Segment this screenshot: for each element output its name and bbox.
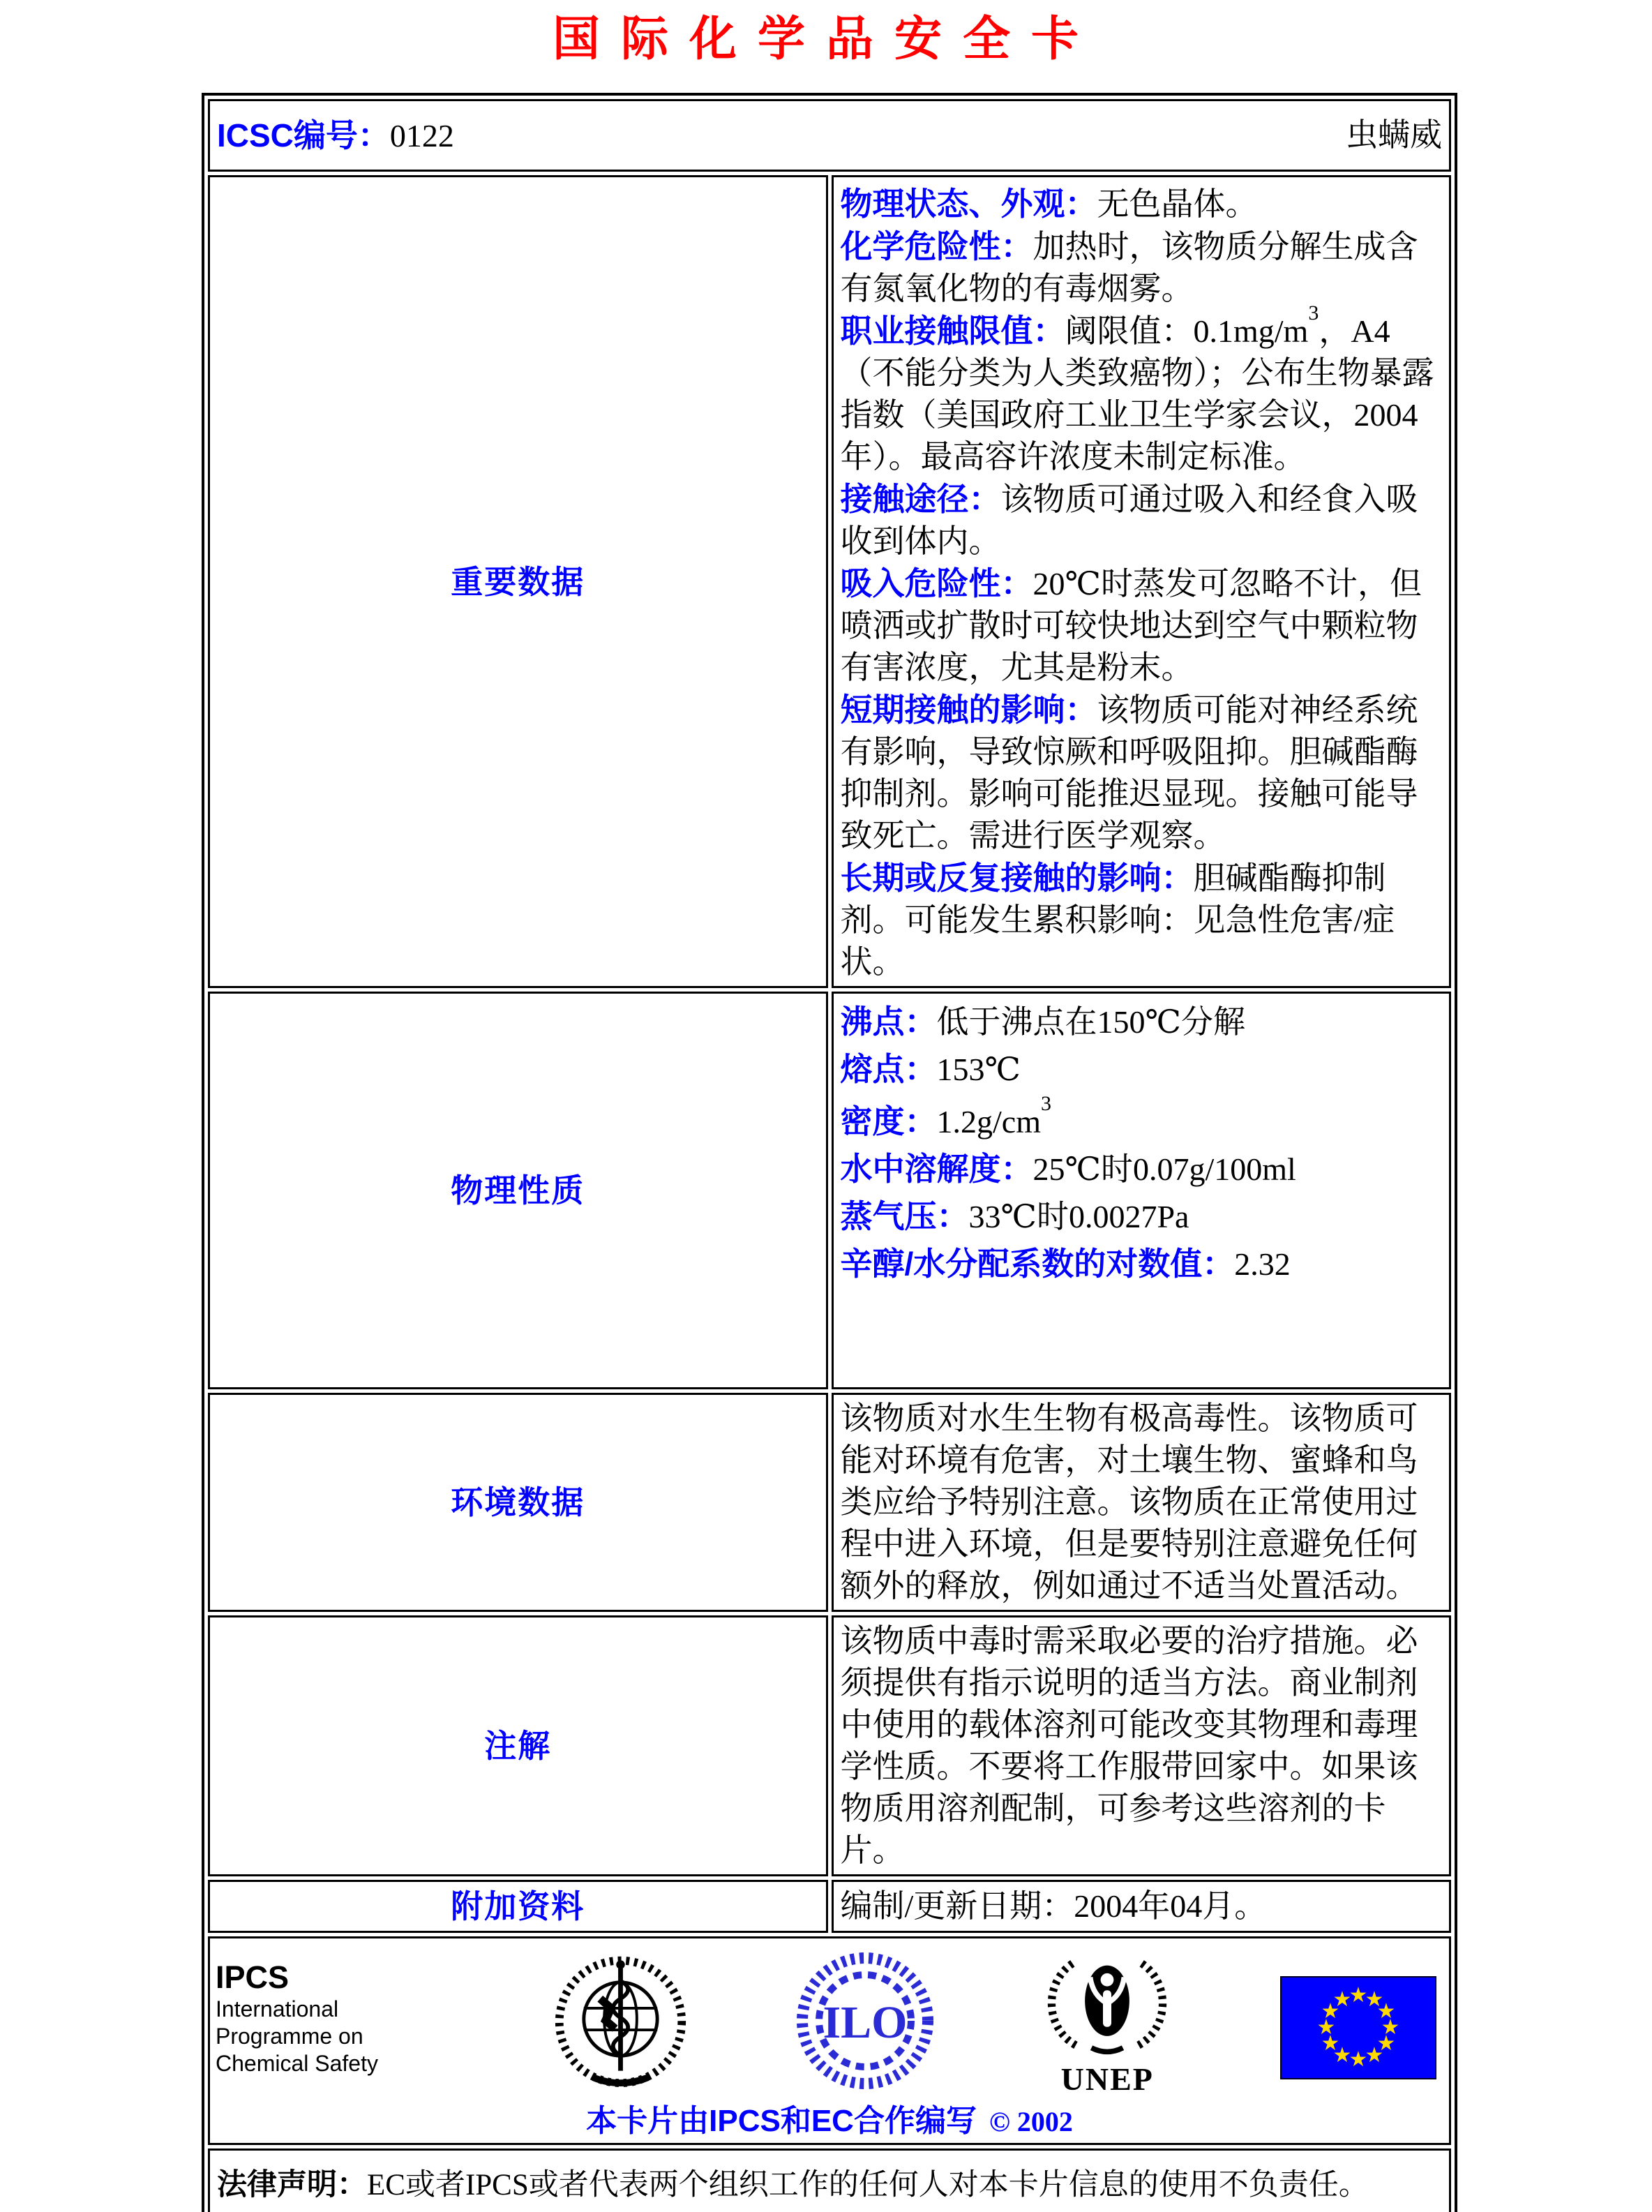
physical-properties-row [208, 992, 1451, 1389]
important-data-row [208, 175, 1451, 988]
important-data-content [832, 175, 1452, 988]
section-label-environment: 环境数据 [208, 1393, 828, 1612]
icsc-table [202, 93, 1457, 2212]
cooperation-caption: 本卡片由IPCS和EC合作编写 © 2002 [586, 2104, 1073, 2138]
chemical-name: 虫螨威 [1346, 117, 1442, 153]
legal-label: 法律声明： [217, 2167, 367, 2202]
ipcs-acronym: IPCS [216, 1959, 290, 1995]
physical-item: 水中溶解度：25℃时0.07g/100ml [840, 1151, 1296, 1187]
icsc-number-label: ICSC编号： [217, 117, 390, 154]
section-label-additional: 附加资料 [208, 1880, 828, 1933]
page-title: 国际化学品安全卡 [552, 13, 1099, 66]
unep-wordmark: UNEP [1060, 2061, 1154, 2097]
legal-row [208, 2149, 1451, 2212]
section-label-notes: 注解 [208, 1615, 828, 1876]
additional-info-content: 编制/更新日期：2004年04月。 [832, 1880, 1452, 1933]
environmental-data-content: 该物质对水生生物有极高毒性。该物质可能对环境有危害，对土壤生物、蜜蜂和鸟类应给予特别注意。该物质在正常使用过程中进入环境，但是要特别注意避免任何额外的释放，例如通过不适当处置活动。 [832, 1393, 1452, 1612]
physical-item: 密度：$1.2g/cm^3$ [840, 1091, 1051, 1139]
environmental-data-row [208, 1393, 1451, 1612]
ilo-logo-icon [795, 1951, 935, 2101]
physical-item: 蒸气压：33℃时0.0027Pa [840, 1198, 1189, 1234]
notes-content: 该物质中毒时需采取必要的治疗措施。必须提供有指示说明的适当方法。商业制剂中使用的载体溶剂可能改变其物理和毒理学性质。不要将工作服带回家中。如果该物质用溶剂配制，可参考这些溶剂的卡片。 [832, 1615, 1452, 1876]
notes-row [208, 1615, 1451, 1876]
legal-notice [208, 2149, 1451, 2212]
icsc-number-value: 0122 [389, 117, 454, 154]
icsc-number-group [217, 114, 454, 157]
important-item: 化学危险性：加热时，该物质分解生成含有氮氧化物的有毒烟雾。 [840, 228, 1418, 306]
who-logo-icon [553, 1951, 689, 2098]
important-item: 接触途径：该物质可通过吸入和经食入吸收到体内。 [840, 481, 1418, 559]
unep-logo-icon [1041, 1951, 1173, 2066]
logo-strip [210, 1938, 1449, 2098]
section-label-physical: 物理性质 [208, 992, 828, 1389]
important-item: 物理状态、外观：无色晶体。 [840, 186, 1258, 222]
legal-text: EC或者IPCS或者代表两个组织工作的任何人对本卡片信息的使用不负责任。 [367, 2168, 1369, 2202]
physical-item: 沸点：低于沸点在150℃分解 [840, 1003, 1245, 1040]
physical-item: 熔点：153℃ [840, 1051, 1021, 1087]
unep-logo-block [1041, 1951, 1173, 2095]
physical-properties-content [832, 992, 1452, 1389]
ipcs-text-block: IPCS International Programme on Chemical Safety [216, 1959, 446, 2077]
eu-flag-icon: ★ ★ ★ ★ ★ ★ ★ ★ ★ ★ ★ ★ [1280, 1976, 1436, 2079]
important-item: 职业接触限值：阈限值：$0.1mg/m^3$，A4（不能分类为人类致癌物）；公布生物暴露指数（美国政府工业卫生学家会议，2004年）。最高容许浓度未制定标准。 [840, 301, 1434, 474]
section-label-important: 重要数据 [208, 175, 828, 988]
important-item: 长期或反复接触的影响：胆碱酯酶抑制剂。可能发生累积影响：见急性危害/症状。 [840, 860, 1395, 980]
additional-info-row [208, 1880, 1451, 1933]
logos-row [208, 1936, 1451, 2145]
physical-item: 辛醇/水分配系数的对数值：2.32 [840, 1246, 1291, 1282]
important-item: 吸入危险性：20℃时蒸发可忽略不计，但喷洒或扩散时可较快地达到空气中颗粒物有害浓度，尤其是粉末。 [840, 565, 1422, 685]
header-bar [217, 104, 1442, 167]
svg-text:ILO: ILO [822, 1997, 908, 2048]
copyright-text: © 2002 [989, 2106, 1073, 2137]
important-item: 短期接触的影响：该物质可能对神经系统有影响，导致惊厥和呼吸阻抑。胆碱酯酶抑制剂。影响可能推迟显现。接触可能导致死亡。需进行医学观察。 [840, 692, 1418, 853]
header-row [208, 99, 1451, 172]
